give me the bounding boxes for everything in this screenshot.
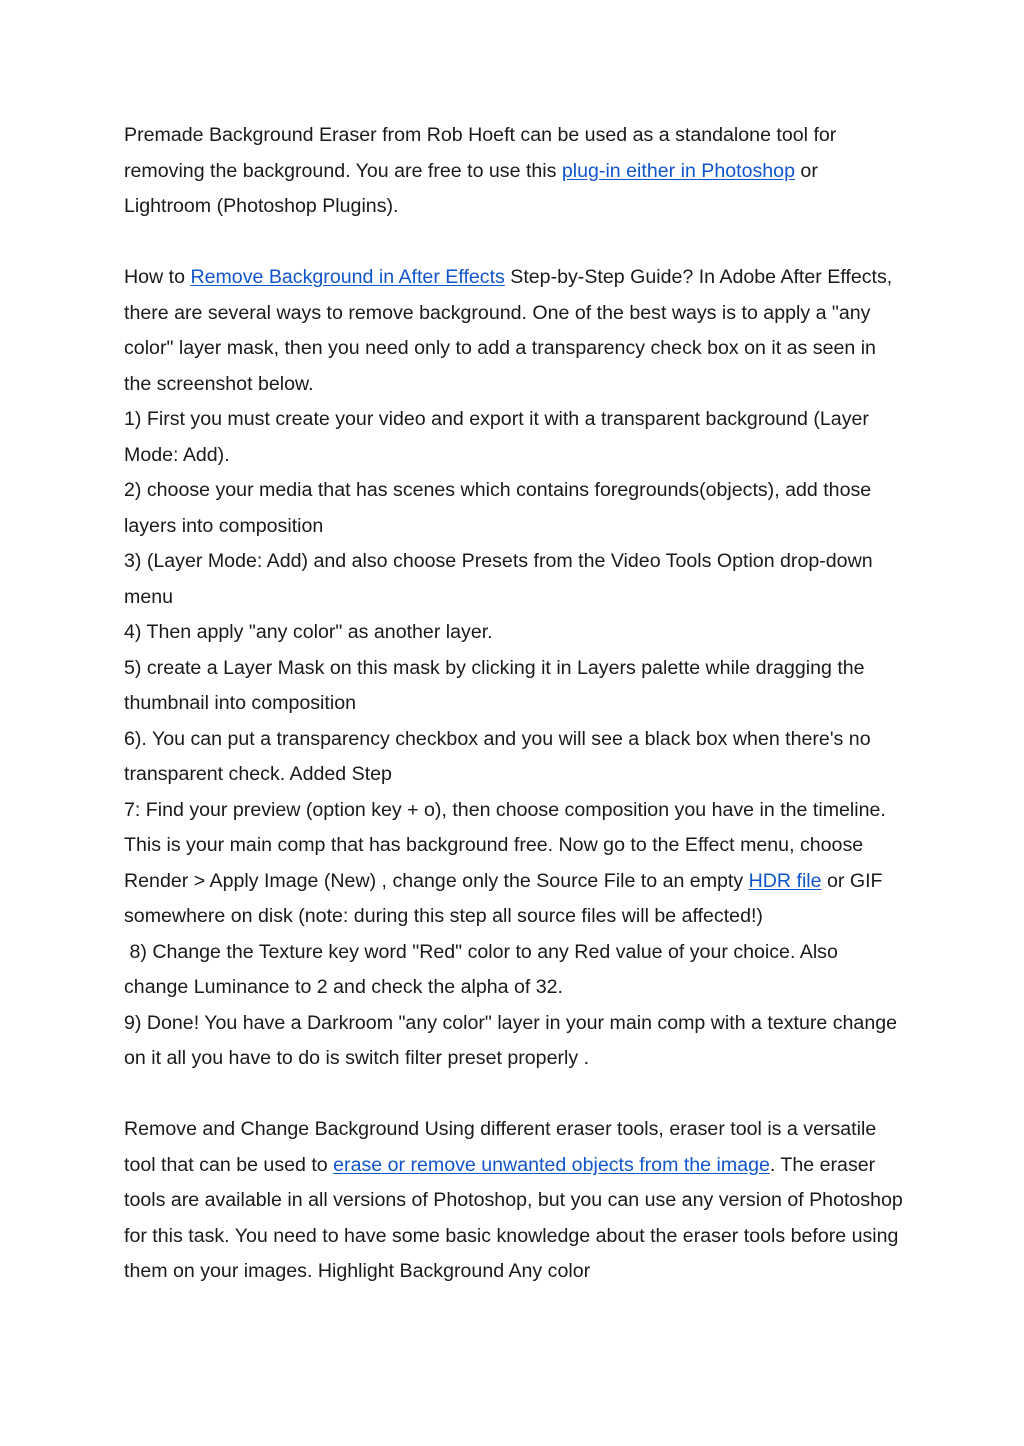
paragraph-after-effects-text-start: How to bbox=[124, 266, 191, 288]
step-5: 5) create a Layer Mask on this mask by clicking it in Layers palette while dragging the thumbnail into composition bbox=[124, 656, 865, 714]
step-9: 9) Done! You have a Darkroom "any color" layer in your main comp with a texture change on it all you have to do is switch filter preset properly . bbox=[124, 1011, 898, 1069]
link-erase-unwanted-objects[interactable]: erase or remove unwanted objects from the image bbox=[333, 1153, 770, 1176]
step-7-text-start: 7: Find your preview (option key + o), then choose composition you have in the timeline. This is your main comp that has background free. Now go to the Effect menu, choose Render > Apply Image (New) , change only the Source File to an empty bbox=[124, 798, 886, 892]
step-4: 4) Then apply "any color" as another layer. bbox=[124, 621, 493, 643]
step-6: 6). You can put a transparency checkbox and you will see a black box when there's no transparent check. Added Step bbox=[124, 727, 871, 785]
link-hdr-file[interactable]: HDR file bbox=[748, 869, 822, 892]
step-2: 2) choose your media that has scenes which contains foregrounds(objects), add those layers into composition bbox=[124, 479, 872, 537]
step-8: 8) Change the Texture key word "Red" color to any Red value of your choice. Also change Luminance to 2 and check the alpha of 32. bbox=[124, 940, 844, 998]
link-remove-background-after-effects[interactable]: Remove Background in After Effects bbox=[190, 266, 505, 288]
paragraph-intro-text-start: Premade Background Eraser from Rob Hoeft can be used as a standalone tool for removing the background. You are free to use this bbox=[124, 124, 837, 182]
paragraph-intro bbox=[124, 118, 904, 225]
paragraph-eraser-tools-text-end: . The eraser tools are available in all versions of Photoshop, but you can use any version of Photoshop for this task. You need to have some basic knowledge about the eraser tools before using them on your images. Highlight Background Any color bbox=[124, 1153, 903, 1282]
paragraph-after-effects-text-end: Step-by-Step Guide? In Adobe After Effects, there are several ways to remove background. One of the best ways is to apply a "any color" layer mask, then you need only to add a transparency check box on it as seen in the screenshot below. bbox=[124, 266, 893, 395]
paragraph-spacer bbox=[124, 225, 904, 261]
step-7 bbox=[124, 793, 904, 935]
paragraph-intro-text-end: or Lightroom (Photoshop Plugins). bbox=[124, 159, 818, 217]
paragraph-eraser-tools-text-start: Remove and Change Background Using different eraser tools, eraser tool is a versatile tool that can be used to bbox=[124, 1118, 877, 1176]
document-body bbox=[124, 118, 904, 1290]
paragraph-eraser-tools bbox=[124, 1112, 904, 1290]
step-7-text-end: or GIF somewhere on disk (note: during this step all source files will be affected!) bbox=[124, 869, 883, 927]
paragraph-after-effects bbox=[124, 260, 904, 402]
paragraph-spacer bbox=[124, 1077, 904, 1113]
step-1: 1) First you must create your video and export it with a transparent background (Layer Mode: Add). bbox=[124, 408, 869, 466]
step-3: 3) (Layer Mode: Add) and also choose Presets from the Video Tools Option drop-down menu bbox=[124, 550, 873, 608]
link-plugin-photoshop[interactable]: plug-in either in Photoshop bbox=[561, 159, 795, 182]
